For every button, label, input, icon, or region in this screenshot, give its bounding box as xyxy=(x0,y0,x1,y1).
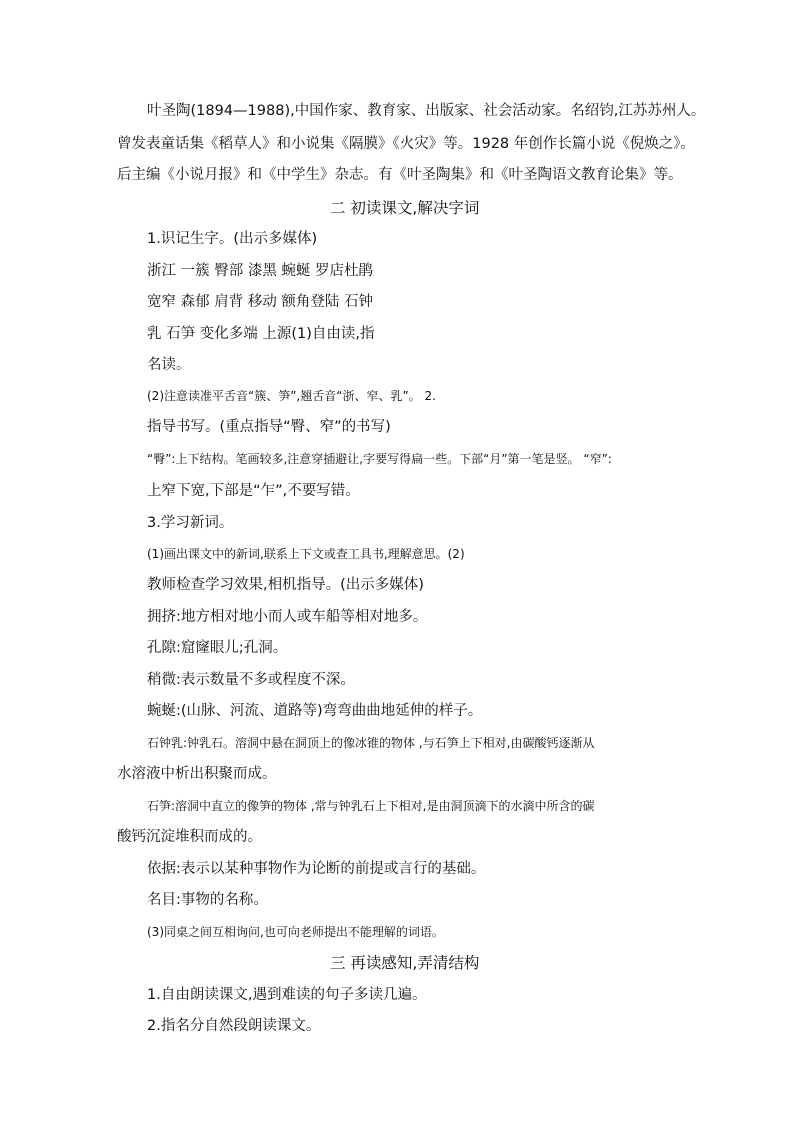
body-line: 名目:事物的名称。 xyxy=(147,892,268,908)
body-line: 孔隙:窟窿眼儿;孔洞。 xyxy=(147,640,288,656)
body-line: 稍微:表示数量不多或程度不深。 xyxy=(147,672,355,688)
body-line: 依据:表示以某种事物作为论断的前提或言行的基础。 xyxy=(147,861,486,877)
body-line-small: (3)同桌之间互相询问,也可向老师提出不能理解的词语。 xyxy=(147,925,444,939)
intro-line-2: 曾发表童话集《稻草人》和小说集《隔膜》《火灾》等。1928 年创作长篇小说《倪焕之》。 xyxy=(117,136,696,152)
body-line: 教师检查学习效果,相机指导。(出示多媒体) xyxy=(147,577,424,593)
intro-line-1: 叶圣陶(1894—1988),中国作家、教育家、出版家、社会活动家。名绍钧,江苏苏州人。 xyxy=(147,103,706,119)
body-line-small: (2)注意读准平舌音“簇、笋”,翘舌音“浙、窄、乳”。 2. xyxy=(147,389,436,403)
body-line: 浙江 一簇 臀部 漆黑 蜿蜒 罗店杜鹃 xyxy=(147,263,374,279)
body-line: 1.识记生字。(出示多媒体) xyxy=(147,231,318,247)
body-line-small: 石笋:溶洞中直立的像笋的物体 ,常与钟乳石上下相对,是由洞顶滴下的水滴中所含的碳 xyxy=(147,799,595,813)
body-line: 宽窄 森郁 肩背 移动 额角登陆 石钟 xyxy=(147,294,374,310)
body-line: 3.学习新词。 xyxy=(147,515,234,531)
body-line: 1.自由朗读课文,遇到难读的句子多读几遍。 xyxy=(147,987,427,1003)
body-line: 乳 石笋 变化多端 上源(1)自由读,指 xyxy=(147,326,375,342)
body-line: 拥挤:地方相对地小而人或车船等相对地多。 xyxy=(147,609,428,625)
body-line: 上窄下宽,下部是“乍”,不要写错。 xyxy=(147,483,360,499)
body-line: 指导书写。(重点指导“臀、窄”的书写) xyxy=(147,419,391,435)
body-line: 名读。 xyxy=(147,357,191,373)
body-line-small: 石钟乳:钟乳石。溶洞中悬在洞顶上的像冰锥的物体 ,与石笋上下相对,由碳酸钙逐渐从 xyxy=(147,736,595,750)
section-2-heading: 二 初读课文,解决字词 xyxy=(330,199,480,217)
body-line: 蜿蜒:(山脉、河流、道路等)弯弯曲曲地延伸的样子。 xyxy=(147,703,483,719)
body-line-small: (1)画出课文中的新词,联系上下文或查工具书,理解意思。(2) xyxy=(147,547,465,561)
body-line: 水溶液中析出积聚而成。 xyxy=(117,766,277,782)
body-line: 2.指名分自然段朗读课文。 xyxy=(147,1018,321,1034)
body-line-small: “臀”:上下结构。笔画较多,注意穿插避让,字要写得扁一些。下部“月”第一笔是竖。 “窄”: xyxy=(147,452,612,466)
section-3-heading: 三 再读感知,弄清结构 xyxy=(330,954,480,972)
intro-line-3: 后主编《小说月报》和《中学生》杂志。有《叶圣陶集》和《叶圣陶语文教育论集》等。 xyxy=(117,167,683,183)
body-line: 酸钙沉淀堆积而成的。 xyxy=(117,829,262,845)
